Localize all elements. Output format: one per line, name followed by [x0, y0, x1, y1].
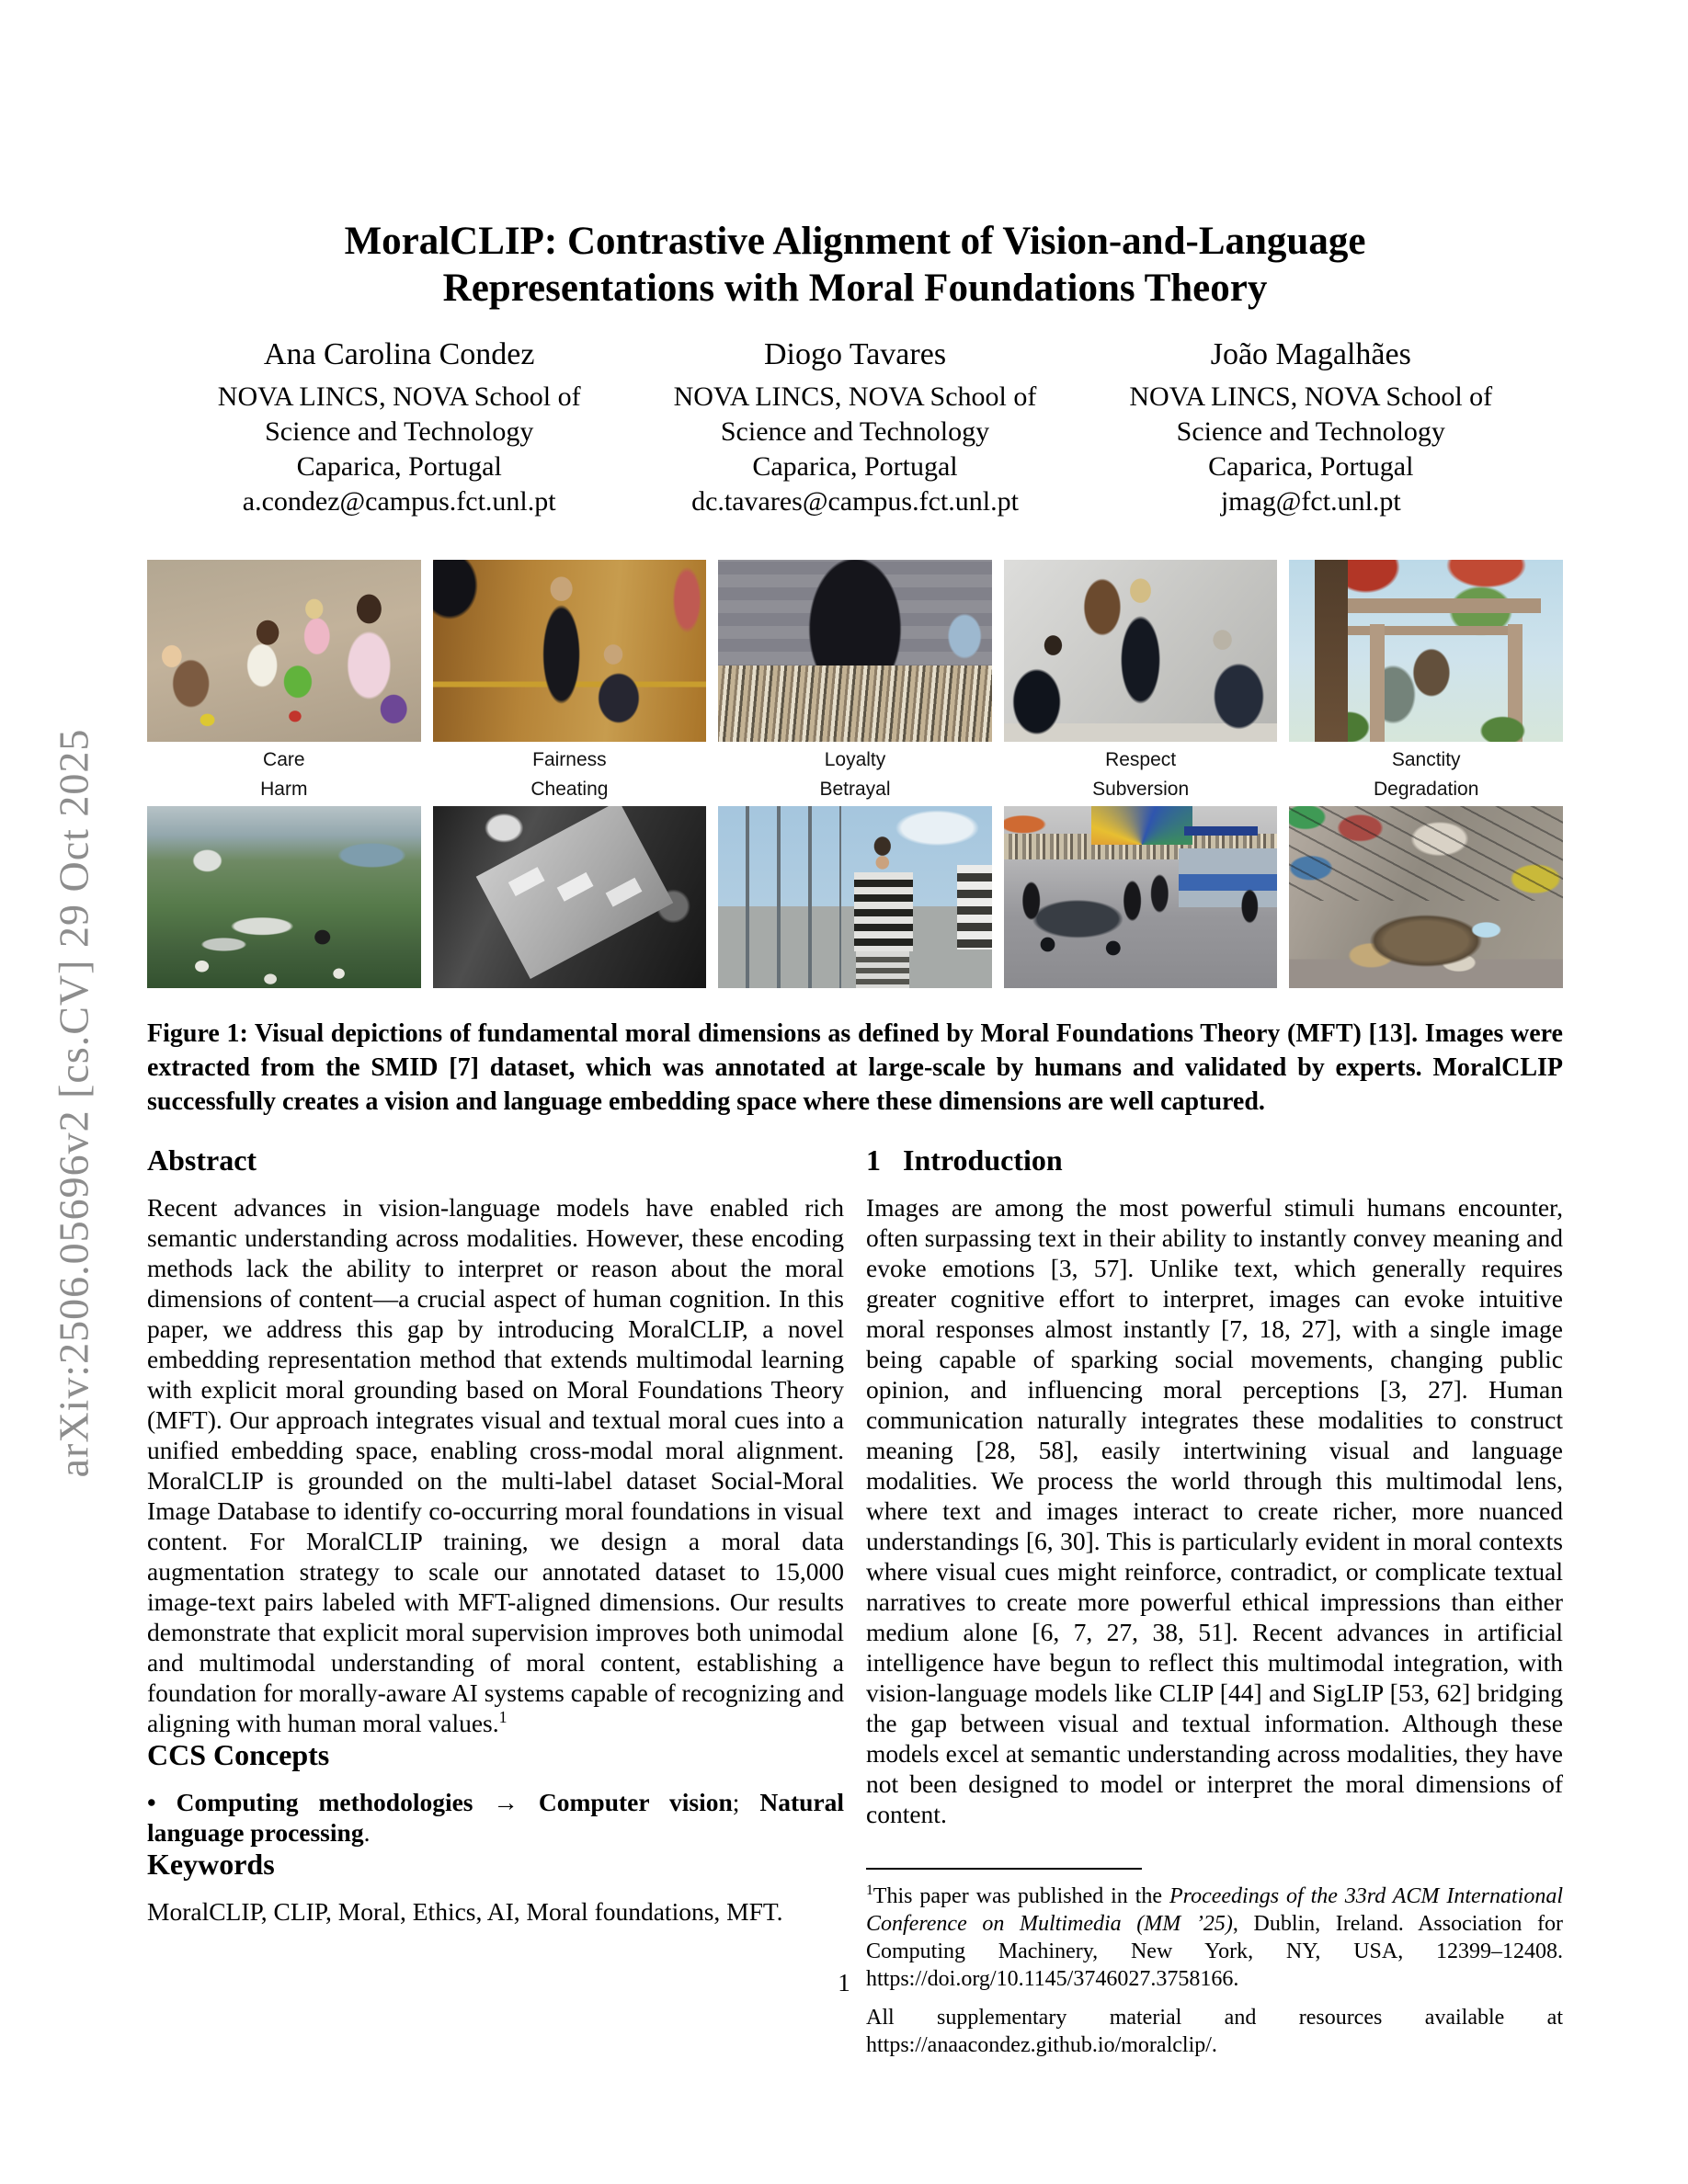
label-fairness: Fairness — [532, 748, 607, 770]
author-affiliation-line1: NOVA LINCS, NOVA School of — [1129, 381, 1493, 413]
label-subversion: Subversion — [1092, 778, 1190, 800]
figure-image-cheating — [433, 806, 707, 988]
label-degradation: Degradation — [1373, 778, 1479, 800]
figure-image-sanctity — [1289, 560, 1563, 742]
introduction-text: Images are among the most powerful stimuli humans encounter, often surpassing text in their ability to instantly convey meaning and evoke emotions [3, 57]. Unlike text, which generally requires greater cognitive effort to interpret, images can evoke intuitive moral responses almost instantly [7, 18, 27], with a single image being capable of sparking social movements, changing public opinion, and influencing moral perceptions [3, 27]. Human communication naturally integrates these modalities to construct meaning [28, 58], easily intertwining visual and language modalities. We process the world through this multimodal lens, where text and images interact to create richer, more nuanced understandings [6, 30]. This is particularly evident in moral contexts where visual cues might reinforce, contradict, or complicate textual narratives to create more powerful ethical impressions than either medium alone [6, 7, 27, 38, 51]. Recent advances in artificial intelligence have begun to reflect this multimodal integration, with vision-language models like CLIP [44] and SigLIP [53, 62] bridging the gap between visual and textual information. Although these models excel at semantic understanding across modalities, they have not been designed to model or interpret the moral dimensions of content. — [866, 1192, 1563, 1828]
ccs-text — [147, 1787, 844, 1848]
supplementary-link[interactable]: https://anaacondez.github.io/moralclip/. — [866, 2032, 1217, 2057]
keywords-heading: Keywords — [147, 1847, 275, 1881]
page-title: MoralCLIP: Contrastive Alignment of Vision-and-Language Representations with Moral Foundations Theory — [344, 220, 1366, 310]
footnote-venue: Proceedings of the 33rd ACM International Conference on Multimedia (MM ’25) — [866, 1883, 1563, 1936]
label-respect: Respect — [1105, 748, 1177, 770]
label-loyalty: Loyalty — [824, 748, 886, 770]
author-location: Caparica, Portugal — [1208, 451, 1414, 483]
figure-image-degradation — [1289, 806, 1563, 988]
figure-image-harm — [147, 806, 421, 988]
author-email: dc.tavares@campus.fct.unl.pt — [691, 485, 1019, 517]
figure-image-fairness — [433, 560, 707, 742]
section-number: 1 — [866, 1143, 881, 1177]
author-location: Caparica, Portugal — [296, 451, 502, 483]
left-column — [147, 1143, 844, 2070]
abstract-body: Recent advances in vision-language models have enabled rich semantic understanding across modalities. However, these encoding methods lack the ability to interpret or reason about the moral dimensions of content—a crucial aspect of human cognition. In this paper, we address this gap by introducing MoralCLIP, a novel embedding representation method that extends multimodal learning with explicit moral grounding based on Moral Foundations Theory (MFT). Our approach integrates visual and textual moral cues into a unified embedding space, enabling cross-modal moral alignment. MoralCLIP is grounded on the multi-label dataset Social-Moral Image Database to identify co-occurring moral foundations in visual content. For MoralCLIP training, we design a moral data augmentation strategy to scale our annotated dataset to 15,000 image-text pairs labeled with MFT-aligned dimensions. Our results demonstrate that explicit moral supervision improves both unimodal and multimodal understanding of moral content, establishing a foundation for morally-aware AI systems capable of recognizing and aligning with human moral values. — [147, 1192, 844, 1737]
author-name: João Magalhães — [1210, 337, 1411, 372]
keywords-text: MoralCLIP, CLIP, Moral, Ethics, AI, Moral foundations, MFT. — [147, 1896, 783, 1926]
abstract-heading: Abstract — [147, 1143, 257, 1177]
footnote-divider — [866, 1868, 1142, 1870]
figure-labels-virtues — [147, 749, 1563, 771]
label-betrayal: Betrayal — [819, 778, 891, 800]
page-number: 1 — [838, 1969, 850, 1996]
figure-image-loyalty — [718, 560, 992, 742]
figure-image-respect — [1004, 560, 1278, 742]
doi-link[interactable]: https://doi.org/10.1145/3746027.3758166. — [866, 1966, 1239, 1991]
footnote-post: , Dublin, Ireland. Association for Computing Machinery, New York, NY, USA, 12399–12408. — [866, 1911, 1564, 1963]
author-block — [175, 337, 1535, 518]
figure-row-vices — [147, 806, 1563, 988]
footnote-block — [866, 1868, 1563, 2059]
section-title: Introduction — [903, 1143, 1063, 1177]
figure-1 — [147, 560, 1563, 1120]
ccs-concept-3: Natural language processing — [147, 1787, 845, 1847]
arxiv-watermark: arXiv:2506.05696v2 [cs.CV] 29 Oct 2025 — [50, 728, 97, 1478]
author-affiliation-line2: Science and Technology — [720, 416, 990, 448]
ccs-bullet: • — [147, 1787, 156, 1816]
author-location: Caparica, Portugal — [752, 451, 958, 483]
author-2 — [631, 337, 1079, 518]
label-care: Care — [263, 748, 305, 770]
ccs-concept-1: Computing methodologies — [176, 1787, 473, 1816]
footnote-pre: This paper was published in the — [873, 1883, 1169, 1908]
ccs-arrow: → — [493, 1787, 519, 1816]
supplementary-pre: All supplementary material and resources available at — [866, 2005, 1563, 2030]
figure-labels-vices — [147, 779, 1563, 801]
figure-caption: Figure 1: Visual depictions of fundamental moral dimensions as defined by Moral Foundations Theory (MFT) [13]. Images were extracted from the SMID [7] dataset, which was annotated at large-scale by humans and validated by experts. MoralCLIP successfully creates a vision and language embedding space where these dimensions are well captured. — [147, 1018, 1563, 1116]
label-sanctity: Sanctity — [1391, 748, 1461, 770]
footnote-marker-ref: 1 — [498, 1707, 508, 1726]
footnote-2 — [866, 2004, 1563, 2059]
label-harm: Harm — [260, 778, 308, 800]
ccs-separator: ; — [732, 1787, 740, 1816]
ccs-heading: CCS Concepts — [147, 1737, 330, 1771]
author-email: a.condez@campus.fct.unl.pt — [242, 485, 556, 517]
author-affiliation-line1: NOVA LINCS, NOVA School of — [673, 381, 1037, 413]
abstract-text — [147, 1192, 844, 1738]
two-column-body — [147, 1143, 1563, 2070]
author-affiliation-line2: Science and Technology — [1176, 416, 1445, 448]
label-cheating: Cheating — [530, 778, 609, 800]
author-3 — [1087, 337, 1535, 518]
figure-image-care — [147, 560, 421, 742]
figure-image-betrayal — [718, 806, 992, 988]
author-affiliation-line2: Science and Technology — [265, 416, 534, 448]
author-email: jmag@fct.unl.pt — [1220, 485, 1401, 517]
introduction-heading — [866, 1143, 1563, 1177]
author-name: Ana Carolina Condez — [263, 337, 535, 372]
right-column — [866, 1143, 1563, 2070]
author-1 — [175, 337, 623, 518]
author-name: Diogo Tavares — [763, 337, 947, 372]
figure-image-subversion — [1004, 806, 1278, 988]
author-affiliation-line1: NOVA LINCS, NOVA School of — [217, 381, 581, 413]
ccs-period: . — [363, 1817, 371, 1847]
footnote-marker: 1 — [866, 1882, 873, 1898]
ccs-concept-2: Computer vision — [538, 1787, 733, 1816]
figure-row-virtues — [147, 560, 1563, 742]
